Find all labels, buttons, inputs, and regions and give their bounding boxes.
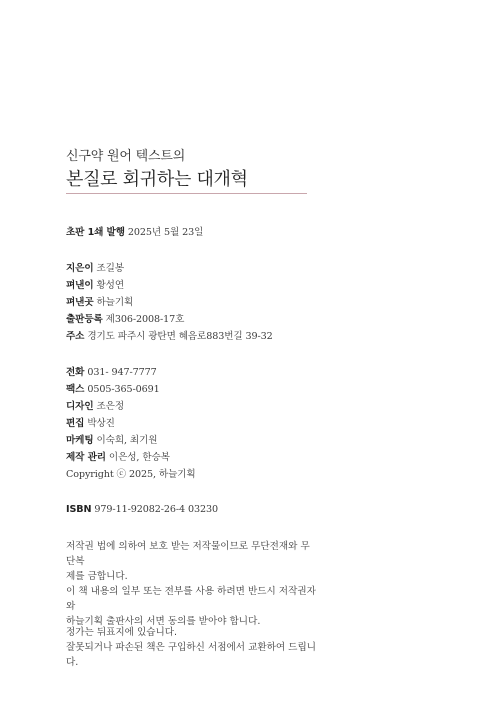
edition-date: 2025년 5월 23일 [127, 227, 204, 238]
author-label: 지은이 [66, 263, 94, 274]
phone-label: 전화 [66, 367, 85, 378]
editing-value: 박상진 [87, 418, 115, 429]
registration-number: 제306-2008-17호 [105, 314, 185, 325]
book-title: 본질로 회귀하는 대개혁 [66, 169, 248, 190]
notice-line: 하늘기획 출판사의 서면 동의를 받아야 합니다. [66, 616, 261, 627]
fax-label: 팩스 [66, 384, 85, 395]
notice-line: 저작권 법에 의하여 보호 받는 저작물이므로 무단전재와 무단복 [66, 541, 310, 567]
contact-design [66, 400, 124, 414]
credit-registration [66, 313, 184, 327]
price-line: 정가는 뒤표지에 있습니다. [66, 627, 178, 638]
publisher-label: 펴낸이 [66, 280, 94, 291]
design-label: 디자인 [66, 401, 94, 412]
isbn-line [66, 503, 218, 517]
address-value: 경기도 파주시 광탄면 혜음로883번길 39-32 [87, 331, 273, 342]
design-value: 조은정 [96, 401, 125, 412]
contact-production [66, 451, 170, 465]
price-notice [66, 625, 316, 670]
edition-label: 초판 1쇄 발행 [66, 227, 125, 238]
credit-author [66, 262, 124, 276]
phone-value: 031- 947-7777 [87, 367, 157, 378]
credit-publishing-house [66, 296, 133, 310]
registration-label: 출판등록 [66, 314, 103, 325]
fax-value: 0505-365-0691 [87, 384, 160, 395]
copyright-text: Copyright ⓒ 2025, 하늘기획 [66, 469, 196, 480]
marketing-value: 이숙희, 최기원 [96, 435, 158, 446]
author-name: 조길봉 [96, 263, 125, 274]
publisher-name: 황성연 [96, 280, 125, 291]
contact-marketing [66, 434, 157, 448]
copyright-line [66, 468, 196, 482]
editing-label: 편집 [66, 418, 85, 429]
publishing-house-name: 하늘기획 [96, 297, 134, 308]
isbn-value: 979-11-92082-26-4 03230 [94, 504, 219, 515]
contact-editing [66, 417, 115, 431]
edition-line [66, 226, 203, 240]
isbn-label: ISBN [66, 504, 92, 515]
address-label: 주소 [66, 331, 85, 342]
marketing-label: 마케팅 [66, 435, 94, 446]
notice-line: 이 책 내용의 일부 또는 전부를 사용 하려면 반드시 저작권자와 [66, 586, 316, 612]
exchange-line: 잘못되거나 파손된 책은 구입하신 서점에서 교환하여 드립니다. [66, 642, 316, 668]
production-value: 이은성, 한승복 [108, 452, 170, 463]
notice-line: 제를 금합니다. [66, 571, 128, 582]
credit-address [66, 330, 273, 344]
contact-phone [66, 366, 157, 380]
production-label: 제작 관리 [66, 452, 106, 463]
copyright-notice [66, 539, 316, 629]
contact-fax [66, 383, 160, 397]
credit-publisher [66, 279, 124, 293]
title-divider [66, 193, 307, 194]
publishing-house-label: 펴낸곳 [66, 297, 94, 308]
book-subtitle: 신구약 원어 텍스트의 [66, 149, 186, 164]
